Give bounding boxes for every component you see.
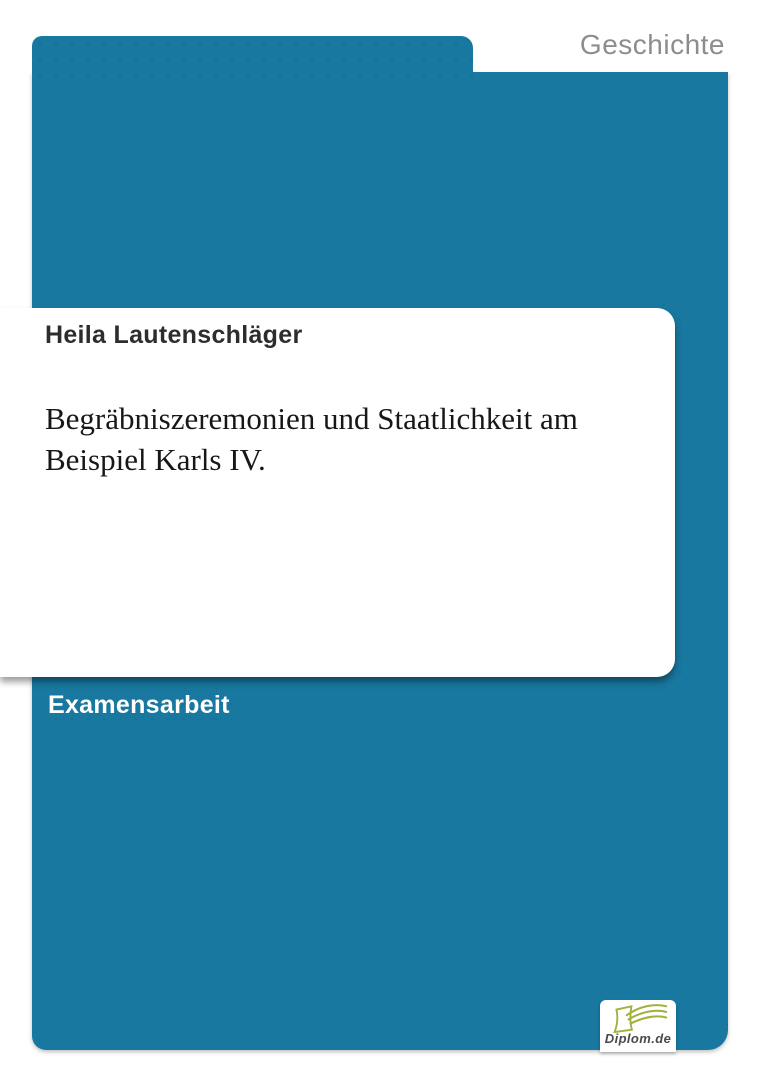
book-title: Begräbniszeremonien und Staatlichkeit am Beispiel Karls IV. — [45, 401, 578, 477]
publisher-logo — [600, 1000, 676, 1052]
work-type-label: Examensarbeit — [48, 691, 230, 719]
teal-panel-top-tab — [32, 36, 473, 84]
title-box — [0, 308, 675, 677]
flying-pages-icon — [607, 1003, 669, 1033]
author-name: Heila Lautenschläger — [45, 321, 303, 349]
category-label: Geschichte — [579, 29, 725, 60]
publisher-logo-text: Diplom.de — [604, 1031, 672, 1046]
